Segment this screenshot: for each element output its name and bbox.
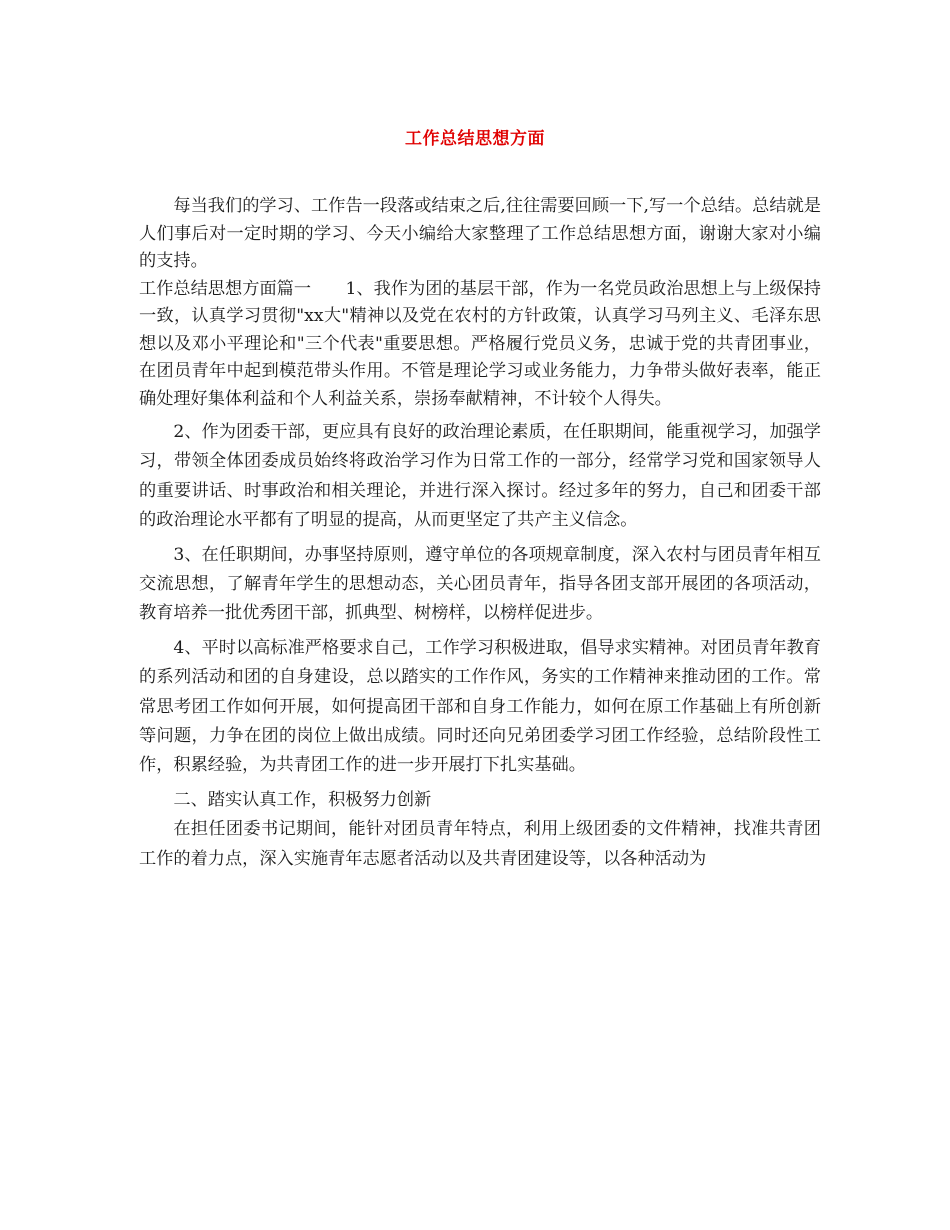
paragraph-intro: 每当我们的学习、工作告一段落或结束之后,往往需要回顾一下,写一个总结。总结就是人们事后对一定时期的学习、今天小编给大家整理了工作总结思想方面，谢谢大家对小编的支持。 [139, 196, 821, 271]
paragraph-point-4: 4、平时以高标准严格要求自己，工作学习积极进取，倡导求实精神。对团员青年教育的系列活动和团的自身建设，总以踏实的工作作风，务实的工作精神来推动团的工作。常常思考团工作如何开展，如何提高团干部和自身工作能力，如何在原工作基础上有所创新等问题，力争在团的岗位上做出成绩。同时还向兄弟团委学习团工作经验，总结阶段性工作，积累经验，为共青团工作的进一步开展打下扎实基础。 [139, 637, 821, 776]
paragraph-point-2: 2、作为团委干部，更应具有良好的政治理论素质，在任职期间，能重视学习，加强学习，带领全体团委成员始终将政治学习作为日常工作的一部分，经常学习党和国家领导人的重要讲话、时事政治和相关理论，并进行深入探讨。经过多年的努力，自己和团委干部的政治理论水平都有了明显的提高，从而更坚定了共产主义信念。 [139, 422, 821, 531]
paragraph-point-3: 3、在任职期间，办事坚持原则，遵守单位的各项规章制度，深入农村与团员青年相互交流思想，了解青年学生的思想动态，关心团员青年，指导各团支部开展团的各项活动，教育培养一批优秀团干部，抓典型、树榜样，以榜样促进步。 [139, 544, 821, 624]
document-body [139, 193, 821, 874]
paragraph-section-two: 在担任团委书记期间，能针对团员青年特点，利用上级团委的文件精神，找准共青团工作的着力点，深入实施青年志愿者活动以及共青团建设等，以各种活动为 [139, 819, 821, 869]
document-title: 工作总结思想方面 [405, 129, 545, 149]
section-heading-two: 二、踏实认真工作，积极努力创新 [173, 789, 432, 810]
paragraph-section-one-point-1: 工作总结思想方面篇一 1、我作为团的基层干部，作为一名党员政治思想上与上级保持一致，认真学习贯彻"xx大"精神以及党在农村的方针政策，认真学习马列主义、毛泽东思想以及邓小平理论和"三个代表"重要思想。严格履行党员义务，忠诚于党的共青团事业，在团员青年中起到模范带头作用。不管是理论学习或业务能力，力争带头做好表率，能正确处理好集体利益和个人利益关系，崇扬奉献精神，不计较个人得失。 [139, 278, 821, 409]
